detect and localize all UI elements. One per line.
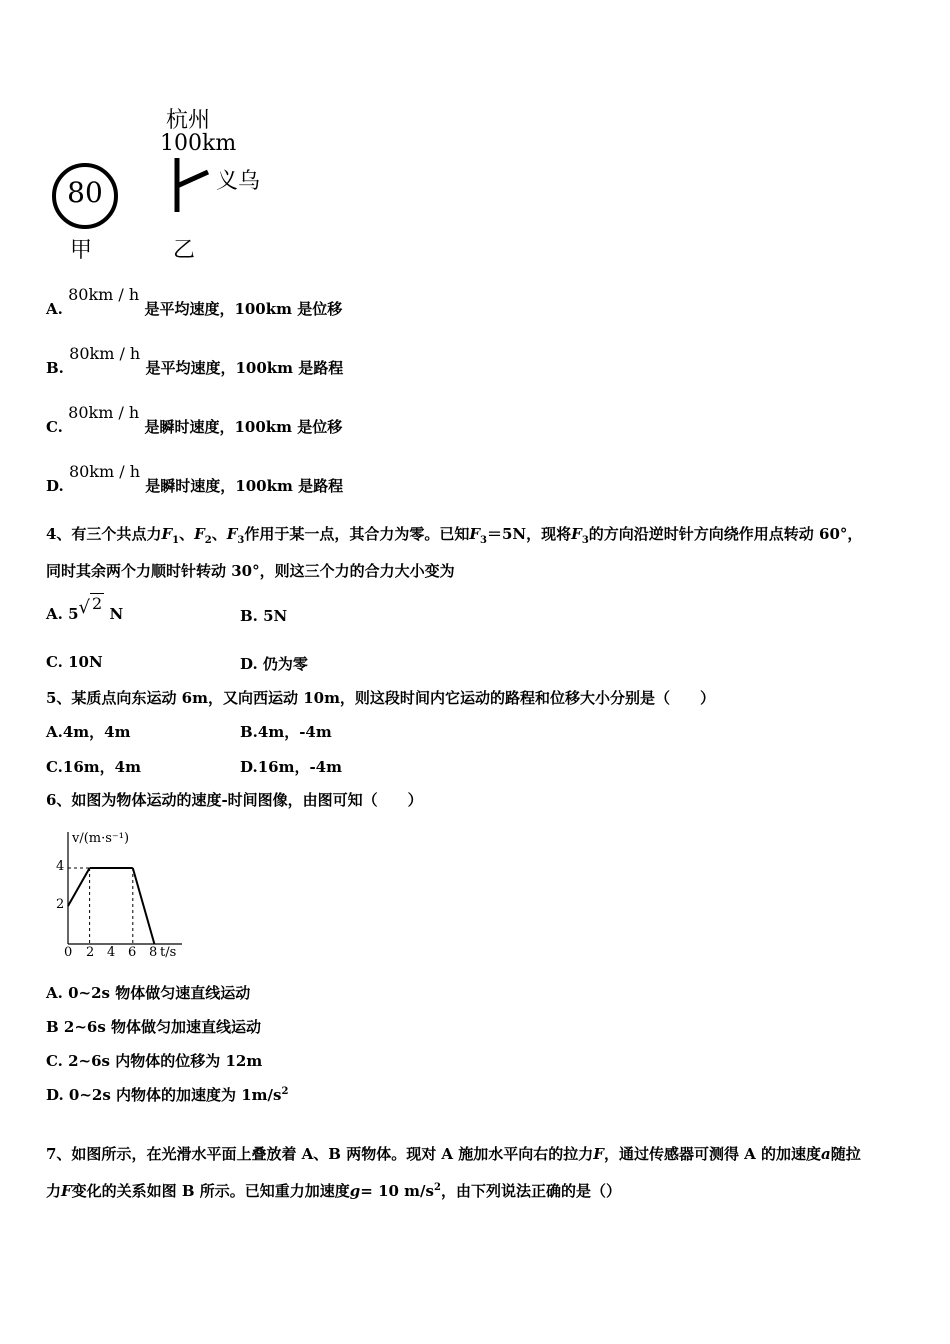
option-text: 是平均速度，100km 是路程 [145,359,344,377]
q6-option-a: A. 0~2s 物体做匀速直线运动 [46,984,251,1002]
speed-limit-value: 80 [67,176,103,209]
q4-option-d: D. 仍为零 [240,655,308,673]
q6-option-d [46,1084,288,1105]
subscript-3: 3 [237,535,245,546]
option-quantity: 80km / h [68,285,140,304]
x-axis-label: t/s [160,945,177,960]
subscript-1: 1 [172,535,180,546]
sqrt-icon: √ [78,597,91,618]
q7-line2-b: 变化的关系如图 B 所示。已知重力加速度 [71,1182,350,1200]
option-text: 是瞬时速度，100km 是路程 [145,477,344,495]
subscript-3: 3 [581,535,589,546]
option-letter: C. [46,418,63,436]
q6-option-d-text: D. 0~2s 内物体的加速度为 1m/s [46,1086,282,1104]
y-tick-2: 2 [56,897,65,912]
x-tick-0: 0 [64,945,73,960]
q5-option-c: C.16m，4m [46,758,141,776]
force-symbol: F [161,525,173,543]
speed-sign-caption: 甲 [70,238,93,263]
q4-stem-line2: 同时其余两个力顺时针转动 30°，则这三个力的合力大小变为 [46,562,455,580]
force-symbol: F [571,525,582,543]
q4-stem-line1 [46,523,862,546]
separator: 、 [179,525,195,543]
subscript-3: 3 [480,535,487,546]
x-tick-2: 2 [86,945,95,960]
q4-stem-part3: ＝5N，现将 [487,525,572,543]
road-top-city: 杭州 [166,108,211,133]
q7-line1-c: 随拉 [830,1145,861,1163]
x-tick-8: 8 [149,945,158,960]
force-symbol: F [226,525,238,543]
series-segment-2 [133,868,155,944]
q7-stem-line2 [46,1180,621,1201]
q6-option-c: C. 2~6s 内物体的位移为 12m [46,1052,263,1070]
q4-option-b: B. 5N [240,607,288,625]
option-text: 是瞬时速度，100km 是位移 [144,418,343,436]
q4-option-a [46,594,124,624]
q7-line2-a: 力 [46,1182,62,1200]
option-quantity: 80km / h [68,462,141,481]
q4-stem-part2: 作用于某一点，其合力为零。已知 [244,525,470,543]
x-tick-4: 4 [107,945,116,960]
option-letter: D. [46,477,64,495]
option-text: 是平均速度，100km 是位移 [144,300,343,318]
force-symbol: F [469,525,481,543]
road-right-city: 义乌 [216,169,261,194]
gravity-symbol: g [349,1182,361,1200]
q3-option-a [46,284,343,318]
option-quantity: 80km / h [68,403,140,422]
subscript-2: 2 [204,535,212,546]
option-letter: A. [46,300,63,318]
separator: 、 [211,525,227,543]
force-symbol: F [61,1182,72,1200]
q6-option-d-sup: 2 [281,1086,289,1097]
force-symbol: F [593,1145,604,1163]
x-tick-6: 6 [128,945,137,960]
road-sign-caption: 乙 [173,238,196,263]
q6-option-b: B 2~6s 物体做匀加速直线运动 [46,1018,262,1036]
q4-option-a-prefix: A. 5 [46,605,79,623]
vt-graph [44,826,194,966]
q7-line2-d: ，由下列说法正确的是（） [440,1182,621,1200]
q4-option-a-unit: N [109,605,124,623]
q7-line1-a: 7、如图所示，在光滑水平面上叠放着 A、B 两物体。现对 A 施加水平向右的拉力 [46,1145,594,1163]
q3-option-c [46,402,343,436]
q4-option-a-root: 2 [92,594,103,613]
force-symbol: F [194,525,205,543]
option-quantity: 80km / h [69,344,141,363]
q5-option-b: B.4m，-4m [240,723,332,741]
option-letter: B. [46,359,64,377]
y-axis-label: v/(m·s⁻¹) [72,831,130,846]
q4-option-c: C. 10N [46,653,103,671]
q3-option-b [46,343,344,377]
q4-stem-part4: 的方向沿逆时针方向绕作用点转动 60°， [588,525,863,543]
y-tick-4: 4 [56,859,65,874]
q4-stem-part1: 4、有三个共点力 [46,525,162,543]
road-fork-icon [170,158,215,214]
q5-option-d: D.16m，-4m [240,758,342,776]
q5-option-a: A.4m，4m [46,723,131,741]
q7-line2-c: = 10 m/s [360,1182,434,1200]
q5-stem: 5、某质点向东运动 6m，又向西运动 10m，则这段时间内它运动的路程和位移大小分别是（ ） [46,689,715,707]
q3-option-d [46,461,344,495]
road-top-distance: 100km [160,131,237,156]
acceleration-symbol: a [821,1145,831,1163]
q7-sup: 2 [433,1182,441,1193]
q6-stem: 6、如图为物体运动的速度-时间图像，由图可知（ ） [46,791,423,809]
q7-line1-b: ，通过传感器可测得 A 的加速度 [603,1145,822,1163]
series-segment-0 [68,868,90,906]
q7-stem-line1 [46,1143,861,1164]
